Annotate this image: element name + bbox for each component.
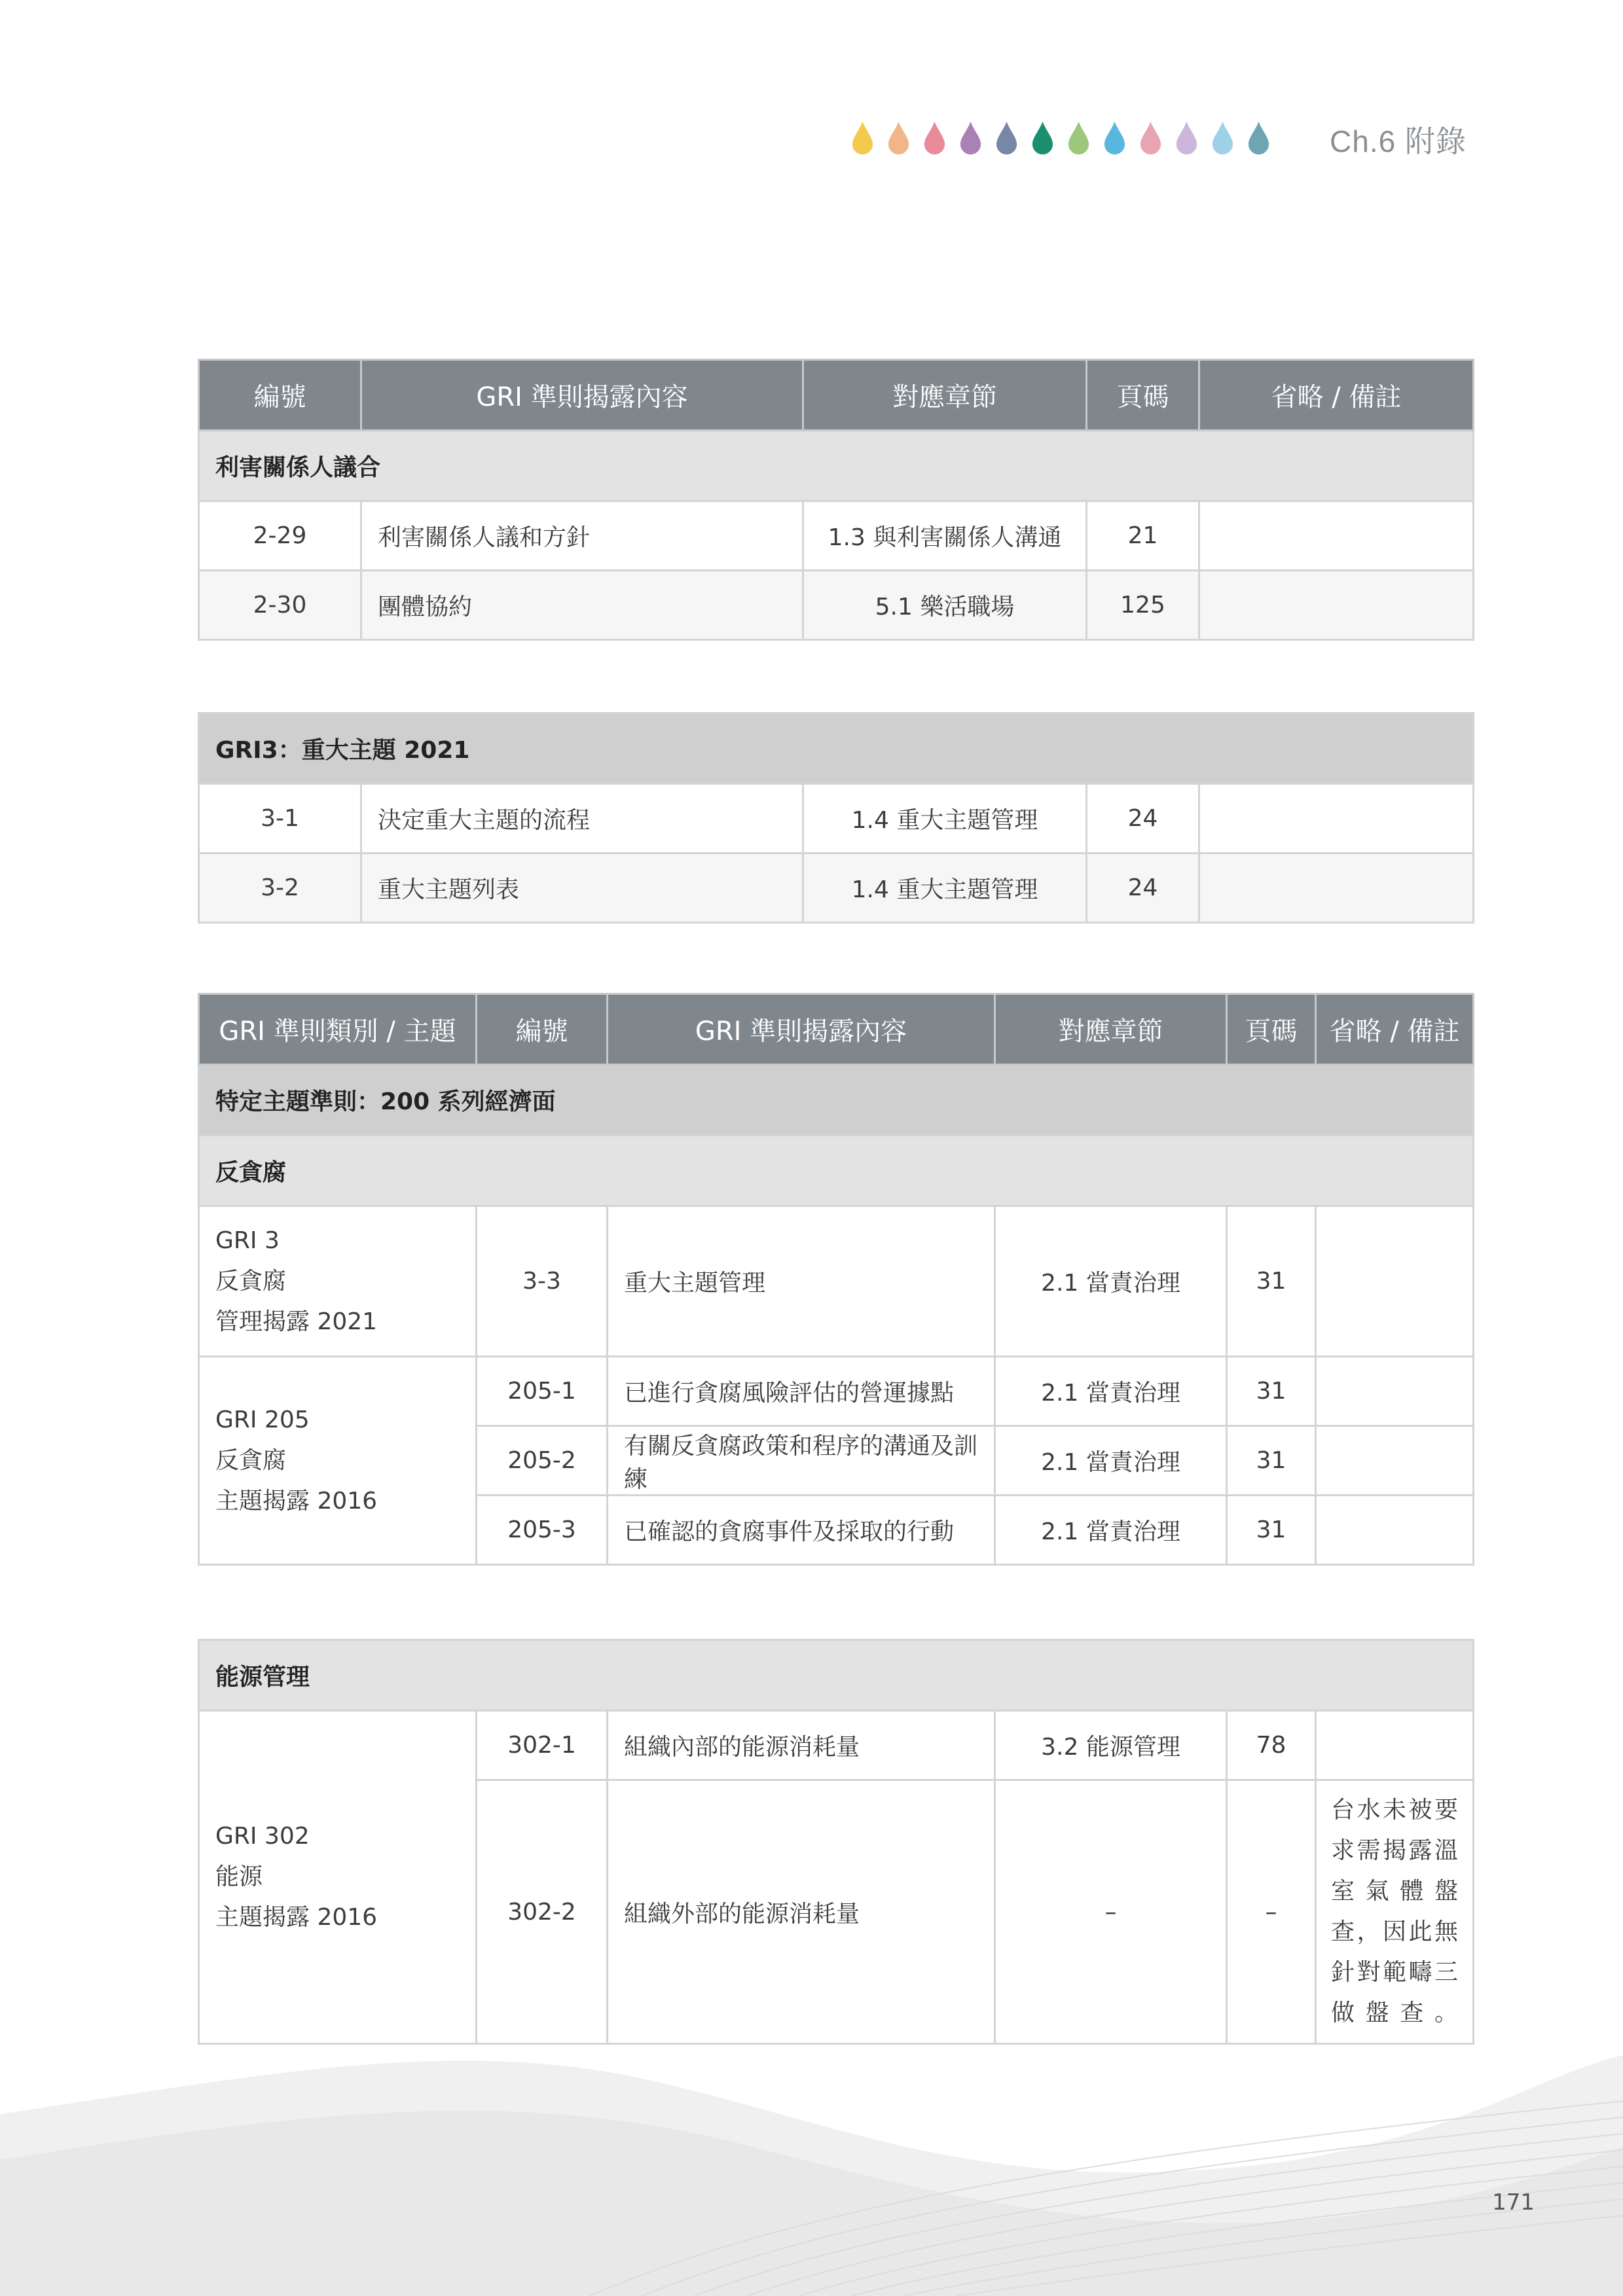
cell-note [1316,1711,1474,1780]
cell-section: 3.2 能源管理 [995,1711,1227,1780]
header-section: 對應章節 [995,994,1227,1065]
group-line: 主題揭露 2016 [215,1904,378,1931]
water-drop-icon [887,120,910,154]
header-section: 對應章節 [803,360,1087,431]
cell-page: – [1227,1780,1316,2044]
cell-note [1316,1357,1474,1426]
category-row [199,1065,1474,1136]
cell-content: 團體協約 [361,571,803,640]
cell-section: 2.1 當責治理 [995,1426,1227,1496]
cell-group [199,1206,477,1357]
group-line: GRI 205 [215,1406,310,1433]
cell-id: 3-2 [199,853,361,923]
group-line: 能源 [215,1863,263,1890]
table-row [199,1711,1474,1780]
cell-section: 1.3 與利害關係人溝通 [803,501,1087,571]
category-label: 利害關係人議合 [199,431,1474,501]
cell-note [1316,1206,1474,1357]
water-drop-icon [923,120,946,154]
cell-content: 重大主題管理 [608,1206,995,1357]
cell-group [199,1357,477,1565]
water-drop-icon [1211,120,1234,154]
page-number: 171 [1492,2189,1535,2215]
cell-content: 已確認的貪腐事件及採取的行動 [608,1496,995,1565]
cell-page: 24 [1087,784,1199,853]
color-drops-decoration [851,120,1270,154]
table-row [199,1206,1474,1357]
cell-note [1199,853,1474,923]
cell-page: 31 [1227,1357,1316,1426]
cell-page: 31 [1227,1206,1316,1357]
header-content: GRI 準則揭露內容 [361,360,803,431]
cell-page: 31 [1227,1426,1316,1496]
cell-id: 205-2 [477,1426,608,1496]
group-line: GRI 302 [215,1823,310,1850]
table-header-row [199,360,1474,431]
header-note: 省略 / 備註 [1316,994,1474,1065]
cell-section: 5.1 樂活職場 [803,571,1087,640]
cell-content: 決定重大主題的流程 [361,784,803,853]
header-id: 編號 [199,360,361,431]
cell-id: 205-1 [477,1357,608,1426]
group-line: 管理揭露 2021 [215,1308,378,1335]
water-drop-icon [995,120,1018,154]
cell-id: 302-2 [477,1780,608,2044]
water-drop-icon [1031,120,1054,154]
cell-page: 21 [1087,501,1199,571]
cell-section: 2.1 當責治理 [995,1357,1227,1426]
cell-id: 3-3 [477,1206,608,1357]
category-label: GRI3：重大主題 2021 [199,713,1474,784]
cell-id: 3-1 [199,784,361,853]
cell-content: 組織內部的能源消耗量 [608,1711,995,1780]
category-label: 特定主題準則：200 系列經濟面 [199,1065,1474,1136]
category-label: 能源管理 [199,1640,1474,1711]
cell-page: 125 [1087,571,1199,640]
group-line: GRI 3 [215,1227,280,1254]
header-category: GRI 準則類別 / 主題 [199,994,477,1065]
category-row [199,713,1474,784]
cell-id: 205-3 [477,1496,608,1565]
water-drop-icon [1175,120,1198,154]
cell-id: 302-1 [477,1711,608,1780]
water-drop-icon [959,120,982,154]
table-row [199,571,1474,640]
table-header-row [199,994,1474,1065]
page-header [851,118,1467,157]
water-drop-icon [1103,120,1126,154]
cell-section: 1.4 重大主題管理 [803,853,1087,923]
cell-page: 78 [1227,1711,1316,1780]
water-drop-icon [851,120,874,154]
cell-content: 利害關係人議和方針 [361,501,803,571]
table-energy-management [198,1639,1474,2045]
group-line: 主題揭露 2016 [215,1487,378,1515]
water-drop-icon [1247,120,1270,154]
cell-content: 重大主題列表 [361,853,803,923]
cell-content: 組織外部的能源消耗量 [608,1780,995,2044]
cell-section: 1.4 重大主題管理 [803,784,1087,853]
header-page: 頁碼 [1227,994,1316,1065]
table-row [199,784,1474,853]
cell-section: – [995,1780,1227,2044]
subcategory-label: 反貪腐 [199,1136,1474,1206]
cell-content: 已進行貪腐風險評估的營運據點 [608,1357,995,1426]
header-content: GRI 準則揭露內容 [608,994,995,1065]
category-row [199,431,1474,501]
table-gri3-material-topics [198,712,1474,924]
water-drop-icon [1139,120,1162,154]
cell-note: 台水未被要求需揭露溫室氣體盤查，因此無針對範疇三做盤查。 [1316,1780,1474,2044]
header-note: 省略 / 備註 [1199,360,1474,431]
chapter-title: Ch.6 附錄 [1330,124,1467,158]
table-row [199,853,1474,923]
table-row [199,501,1474,571]
cell-page: 24 [1087,853,1199,923]
group-line: 反貪腐 [215,1446,287,1474]
table-row [199,1357,1474,1426]
cell-group [199,1711,477,2044]
cell-content: 有關反貪腐政策和程序的溝通及訓練 [608,1426,995,1496]
group-line: 反貪腐 [215,1267,287,1295]
cell-note [1199,501,1474,571]
subcategory-row [199,1136,1474,1206]
table-stakeholder-engagement [198,359,1474,641]
cell-note [1316,1496,1474,1565]
water-drop-icon [1067,120,1090,154]
cell-section: 2.1 當責治理 [995,1496,1227,1565]
header-id: 編號 [477,994,608,1065]
header-page: 頁碼 [1087,360,1199,431]
table-anti-corruption [198,993,1474,1566]
cell-page: 31 [1227,1496,1316,1565]
cell-id: 2-30 [199,571,361,640]
cell-note [1316,1426,1474,1496]
cell-note [1199,571,1474,640]
cell-note [1199,784,1474,853]
cell-section: 2.1 當責治理 [995,1206,1227,1357]
category-row [199,1640,1474,1711]
cell-id: 2-29 [199,501,361,571]
